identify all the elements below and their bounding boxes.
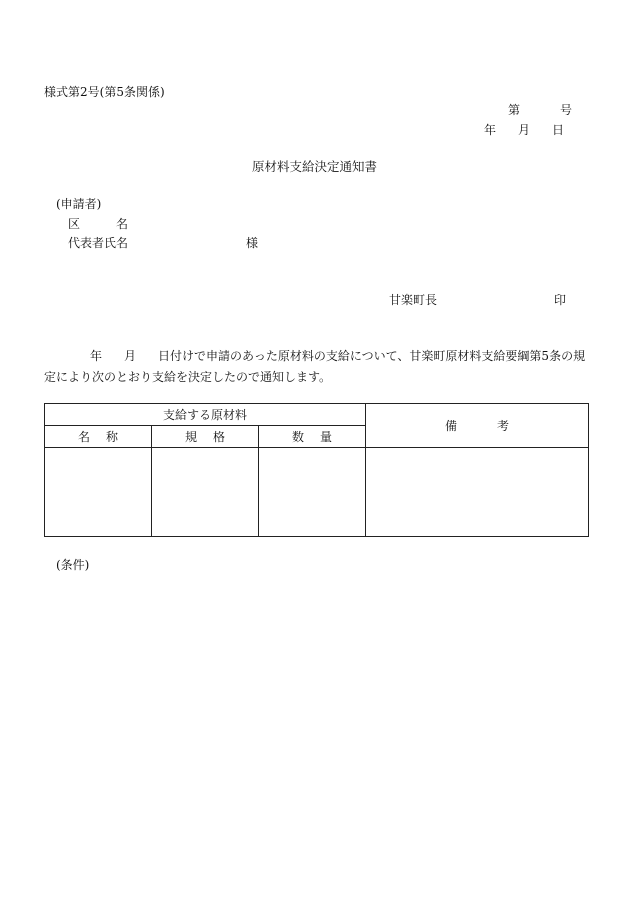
number-suffix: 号	[560, 103, 573, 117]
quantity-cell	[259, 448, 366, 537]
column-spec-header: 規 格	[152, 426, 259, 448]
column-name-header: 名 称	[45, 426, 152, 448]
body-month: 月	[124, 349, 137, 363]
date-day: 日	[552, 123, 565, 137]
date-year: 年	[484, 123, 497, 137]
materials-table	[44, 403, 589, 537]
spec-cell	[152, 448, 259, 537]
column-quantity-header: 数 量	[259, 426, 366, 448]
number-prefix: 第	[508, 103, 521, 117]
representative-label: 代表者氏名	[68, 236, 129, 250]
date-month: 月	[518, 123, 531, 137]
issuer-name: 甘楽町長	[389, 293, 438, 307]
document-number	[508, 104, 572, 116]
applicant-heading: (申請者)	[56, 197, 102, 211]
district-label-1: 区	[68, 217, 81, 231]
name-cell	[45, 448, 152, 537]
district-label-2: 名	[116, 217, 129, 231]
form-id: 様式第2号(第5条関係)	[44, 85, 165, 99]
honorific: 様	[246, 236, 259, 250]
body-text: 日付けで申請のあった原材料の支給について、甘楽町原材料支給要綱第5条の規定により次のとおり支給を決定したので通知します。	[44, 349, 586, 384]
district-label	[68, 218, 128, 230]
remarks-cell	[366, 448, 589, 537]
notice-body	[44, 346, 592, 388]
issue-date	[484, 124, 564, 136]
document-title: 原材料支給決定通知書	[252, 159, 378, 174]
remarks-header: 備 考	[366, 404, 589, 448]
seal-mark: 印	[554, 293, 567, 307]
body-year: 年	[90, 349, 103, 363]
materials-group-header: 支給する原材料	[45, 404, 366, 426]
conditions-label: (条件)	[56, 558, 90, 572]
